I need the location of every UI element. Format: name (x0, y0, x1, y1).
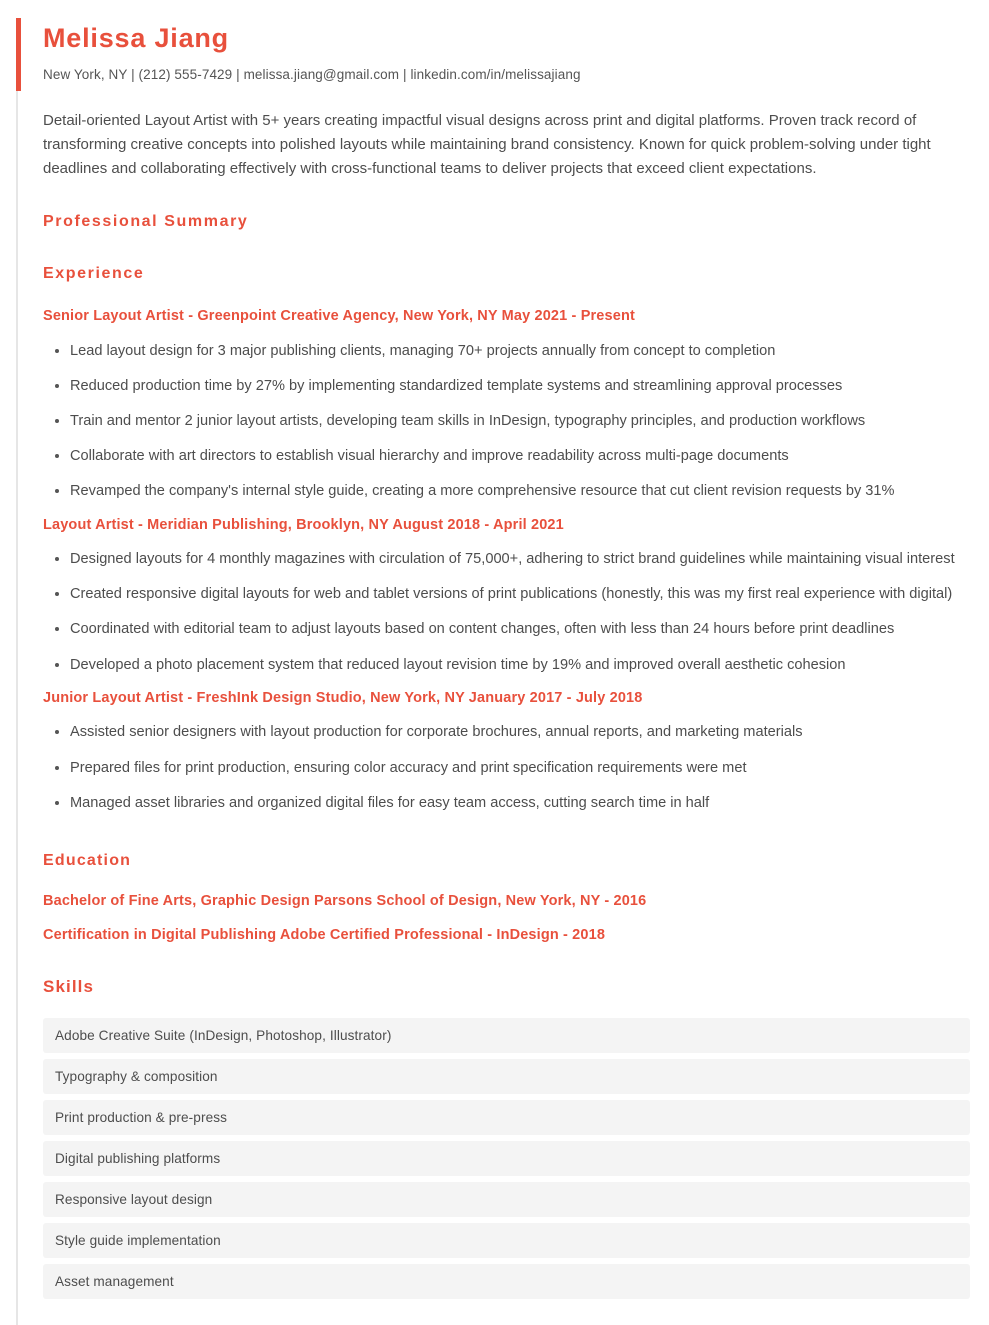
experience-entry (43, 689, 965, 814)
skills-list (43, 1018, 965, 1299)
job-bullet: Created responsive digital layouts for web and tablet versions of print publications (honestly, this was my first real experience with digital) (43, 583, 965, 605)
experience-heading: Experience (43, 265, 145, 283)
skills-section (16, 960, 965, 1325)
skill-item: Adobe Creative Suite (InDesign, Photoshop, Illustrator) (43, 1018, 970, 1053)
job-bullet: Assisted senior designers with layout production for corporate brochures, annual reports, and marketing materials (43, 721, 965, 743)
job-bullet-list (43, 721, 965, 814)
skill-item: Responsive layout design (43, 1182, 970, 1217)
job-bullet: Developed a photo placement system that reduced layout revision time by 19% and improved overall aesthetic cohesion (43, 654, 965, 676)
job-bullet: Designed layouts for 4 monthly magazines with circulation of 75,000+, adhering to strict brand guidelines while maintaining visual interest (43, 548, 965, 570)
contact-info: New York, NY | (212) 555-7429 | melissa.jiang@gmail.com | linkedin.com/in/melissajiang (43, 66, 581, 82)
experience-section (16, 248, 965, 837)
professional-summary-section (16, 198, 965, 249)
job-bullet: Train and mentor 2 junior layout artists, developing team skills in InDesign, typography principles, and production workflows (43, 410, 965, 432)
skill-item: Style guide implementation (43, 1223, 970, 1258)
job-bullet: Revamped the company's internal style guide, creating a more comprehensive resource that cut client revision requests by 31% (43, 480, 965, 502)
job-bullet: Coordinated with editorial team to adjust layouts based on content changes, often with less than 24 hours before print deadlines (43, 618, 965, 640)
summary-section (16, 91, 965, 198)
education-section (16, 837, 965, 960)
skill-item: Print production & pre-press (43, 1100, 970, 1135)
job-bullet-list (43, 340, 965, 503)
job-bullet: Prepared files for print production, ensuring color accuracy and print specification requirements were met (43, 757, 965, 779)
education-entry: Bachelor of Fine Arts, Graphic Design Parsons School of Design, New York, NY - 2016 (43, 892, 647, 909)
job-title: Layout Artist - Meridian Publishing, Brooklyn, NY August 2018 - April 2021 (43, 516, 564, 533)
summary-paragraph: Detail-oriented Layout Artist with 5+ years creating impactful visual designs across print and digital platforms. Proven track record of transforming creative concepts into polished layouts while maintaining brand consistency. Known for quick problem-solving under tight deadlines and collaborating effectively with cross-functional teams to deliver projects that exceed client expectations. (43, 111, 931, 178)
skill-item: Asset management (43, 1264, 970, 1299)
education-entry: Certification in Digital Publishing Adobe Certified Professional - InDesign - 2018 (43, 927, 606, 944)
education-heading: Education (43, 851, 132, 869)
skills-heading: Skills (43, 976, 95, 996)
job-title: Junior Layout Artist - FreshInk Design Studio, New York, NY January 2017 - July 2018 (43, 689, 643, 706)
job-title: Senior Layout Artist - Greenpoint Creative Agency, New York, NY May 2021 - Present (43, 308, 635, 325)
job-bullet: Collaborate with art directors to establish visual hierarchy and improve readability across multi-page documents (43, 445, 965, 467)
skill-item: Digital publishing platforms (43, 1141, 970, 1176)
skill-item: Typography & composition (43, 1059, 970, 1094)
candidate-name: Melissa Jiang (43, 23, 229, 53)
job-bullet: Managed asset libraries and organized digital files for easy team access, cutting search time in half (43, 792, 965, 814)
job-bullet-list (43, 548, 965, 676)
job-bullet: Reduced production time by 27% by implementing standardized template systems and streamlining approval processes (43, 375, 965, 397)
professional-summary-heading: Professional Summary (43, 212, 249, 230)
job-bullet: Lead layout design for 3 major publishing clients, managing 70+ projects annually from concept to completion (43, 340, 965, 362)
resume-header (16, 18, 965, 91)
experience-entry (43, 516, 965, 676)
experience-entry (43, 307, 965, 502)
